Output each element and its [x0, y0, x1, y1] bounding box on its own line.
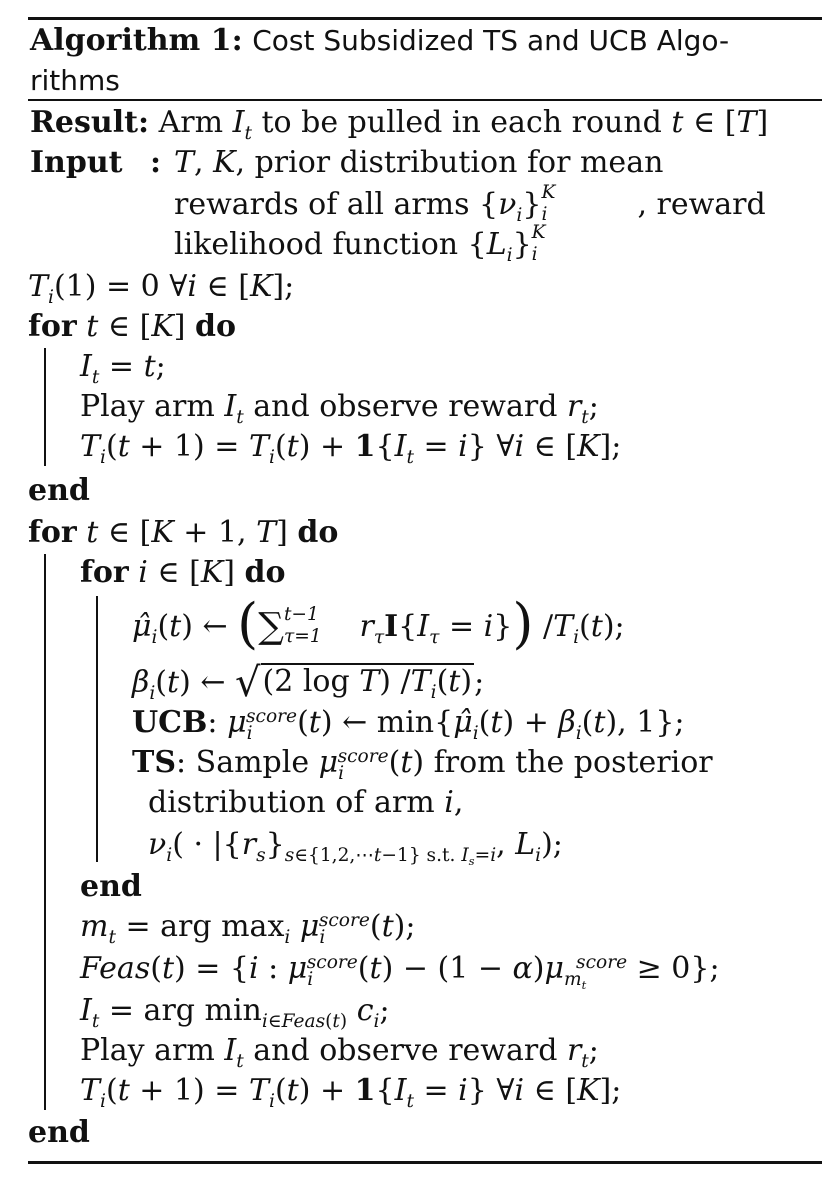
input-text-3: likelihood function $\{L_i\}$ K i [174, 221, 546, 266]
loop3-end: end [80, 869, 142, 904]
beta-line: $\beta_i(t)$ ← √(2 log T) $/T_i(t)$; [132, 660, 485, 706]
result-text: Arm $I_t$ to be pulled in each round t ∈ [T] [158, 105, 769, 144]
loop1-end: end [28, 473, 90, 508]
algorithm-caption [30, 22, 729, 60]
algorithm-title-continued: rithms [30, 64, 120, 97]
update-line: $T_i(t + 1) = T_i(t) + 1\{I_t = i\}$ ∀i ∈ [K]; [80, 1073, 622, 1112]
loop1-line-3: $T_i(t + 1) = T_i(t) + 1\{I_t = i\}$ ∀i ∈ [K]; [80, 429, 622, 468]
input-text-2: rewards of all arms $\{\nu_i\}$ K i , reward [174, 181, 766, 226]
do-keyword: do [244, 555, 286, 590]
ucb-keyword: UCB [132, 705, 208, 740]
loop1-line-1: $I_t = t$; [80, 349, 166, 388]
input-text-1: T, K, prior distribution for mean [174, 145, 664, 180]
mu-hat-line: $\mû_i(t)$ ← (∑ t−1 τ=1 $r_\tau I\{I_\tau = i\}$) $/T_i(t)$; [132, 592, 625, 655]
input-keyword: Input [30, 145, 123, 180]
input-line-1 [30, 144, 123, 182]
init-line: $T_i(1) = 0$ ∀i ∈ [K]; [28, 269, 295, 308]
loop2-bar [44, 554, 46, 1110]
loop1-header: for t ∈ [K] do [28, 309, 236, 344]
for-keyword: for [80, 555, 129, 590]
ts-line-3: $\nu_i( \cdot |\{r_s\}_{s\in\{1,2,\cdots t-1\} s.t. I_s=i}$, $L_i$); [148, 827, 563, 868]
argmin-line: $I_t$ = arg $\min_{i\in Feas(t)} c_i$; [80, 993, 390, 1032]
algorithm-label: Algorithm 1: [30, 23, 243, 58]
for-keyword: for [28, 515, 77, 550]
algorithm-title: Cost Subsidized TS and UCB Algo- [252, 24, 730, 57]
argmax-line: $m_t$ = arg $\max_i \mu_i^{score}(t)$; [80, 909, 416, 948]
loop1-bar [44, 348, 46, 466]
loop3-bar [96, 596, 98, 862]
loop3-header: for i ∈ [K] do [80, 555, 286, 590]
for-keyword: for [28, 309, 77, 344]
header-rule [28, 99, 822, 101]
loop2-end: end [28, 1115, 90, 1150]
loop2-header: for t ∈ [K + 1, T] do [28, 515, 339, 550]
ts-keyword: TS [132, 745, 176, 780]
ucb-line: UCB: $\mu_i^{score}(t)$ ← $\min\{\mû_i(t) + \beta_i(t)$, 1}; [132, 705, 685, 744]
result-line [30, 104, 768, 142]
top-rule [28, 17, 822, 20]
feas-line: Feas(t) = {i : $\mu_i^{score}(t) - (1 - \alpha)\mu_{m_t}^{score} \ge 0$}; [80, 951, 720, 992]
input-separator: : [150, 145, 162, 180]
do-keyword: do [297, 515, 339, 550]
bottom-rule [28, 1161, 822, 1164]
ts-line-2: distribution of arm i, [148, 785, 464, 820]
loop1-line-2: Play arm $I_t$ and observe reward $r_t$; [80, 389, 599, 428]
result-keyword: Result: [30, 105, 150, 140]
ts-line-1: TS: Sample $\mu_i^{score}(t)$ from the posterior [132, 745, 713, 784]
do-keyword: do [195, 309, 236, 344]
play-line: Play arm $I_t$ and observe reward $r_t$; [80, 1033, 599, 1072]
